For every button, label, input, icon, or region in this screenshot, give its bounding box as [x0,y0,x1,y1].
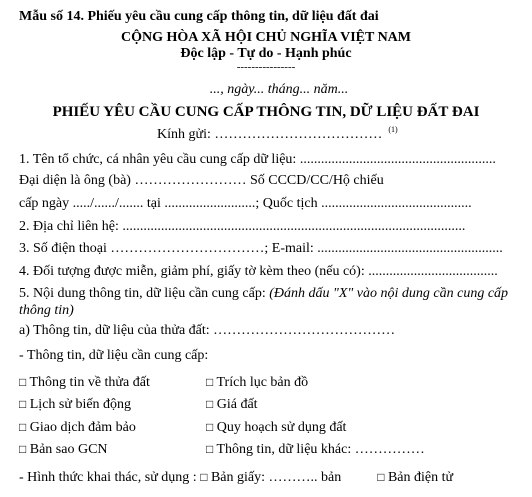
field-representative: Đại diện là ông (bà) …………………… Số CCCD/CC/Hộ chiếu [19,173,384,188]
option-label: Giao dịch đảm bảo [29,420,136,435]
checkbox-icon[interactable]: □ [206,442,214,456]
option-map-extract[interactable] [206,374,308,391]
option-change-history[interactable] [19,396,131,413]
document-title: PHIẾU YÊU CẦU CUNG CẤP THÔNG TIN, DỮ LIỆU ĐẤT ĐAI [52,104,480,120]
option-label: Trích lục bản đồ [216,375,309,390]
checkbox-icon[interactable]: □ [206,397,214,411]
usage-form-line [19,469,453,486]
field-issue-date: cấp ngày ...../....../....... tại ..........................; Quốc tịch ........................................... [19,196,472,211]
motto-underline: ---------------- [236,61,296,73]
paper-copy-option: Bản giấy: ……….. bản [210,470,342,485]
checkbox-icon[interactable]: □ [377,470,385,484]
option-label: Thông tin, dữ liệu khác: …………… [216,442,425,457]
checkbox-icon[interactable]: □ [206,375,214,389]
option-certificate-copy[interactable] [19,441,108,458]
recipient-text: Kính gửi: ……………………………… [157,127,383,142]
field-exemption: 4. Đối tượng được miễn, giảm phí, giấy tờ kèm theo (nếu có): ..................................... [19,264,498,279]
option-label: Quy hoạch sử dụng đất [216,420,347,435]
field-content [19,285,519,319]
usage-form-label: - Hình thức khai thác, sử dụng : [19,470,201,485]
option-parcel-info[interactable] [19,374,150,391]
checkbox-icon[interactable]: □ [19,375,27,389]
nation-header: CỘNG HÒA XÃ HỘI CHỦ NGHĨA VIỆT NAM [120,30,411,45]
option-label: Lịch sử biến động [29,397,132,412]
field-address: 2. Địa chỉ liên hệ: .................................................................................................. [19,219,466,234]
electronic-copy-option: Bản điện tử [387,470,454,485]
field-requester-name: 1. Tên tổ chức, cá nhân yêu cầu cung cấp dữ liệu: ........................................................ [19,152,496,167]
field-parcel-info: a) Thông tin, dữ liệu của thửa đất: ………………………………… [19,323,396,338]
option-label: Giá đất [216,397,258,412]
checkbox-icon[interactable]: □ [19,442,27,456]
option-other-info[interactable] [206,441,425,458]
motto: Độc lập - Tự do - Hạnh phúc [180,46,352,61]
form-number: Mẫu số 14. Phiếu yêu cầu cung cấp thông tin, dữ liệu đất đai [19,9,379,24]
option-label: Thông tin về thửa đất [29,375,150,390]
date-line: ..., ngày... tháng... năm... [209,82,349,97]
checkbox-icon[interactable]: □ [206,420,214,434]
recipient-line [157,126,398,144]
footnote-marker: (1) [388,125,398,134]
option-secured-transaction[interactable] [19,419,136,436]
option-land-price[interactable] [206,396,258,413]
checkbox-icon[interactable]: □ [19,420,27,434]
option-label: Bản sao GCN [29,442,108,457]
info-required-label: - Thông tin, dữ liệu cần cung cấp: [19,348,209,363]
checkbox-icon[interactable]: □ [19,397,27,411]
checkbox-icon[interactable]: □ [200,470,208,484]
field-content-label: 5. Nội dung thông tin, dữ liệu cần cung cấp: [19,286,270,301]
option-land-use-planning[interactable] [206,419,346,436]
field-content-note: (Đánh dấu "X" vào nội dung cần cung cấp thông tin) [19,286,509,318]
field-phone-email: 3. Số điện thoại ……………………………; E-mail: ..................................................... [19,241,503,256]
